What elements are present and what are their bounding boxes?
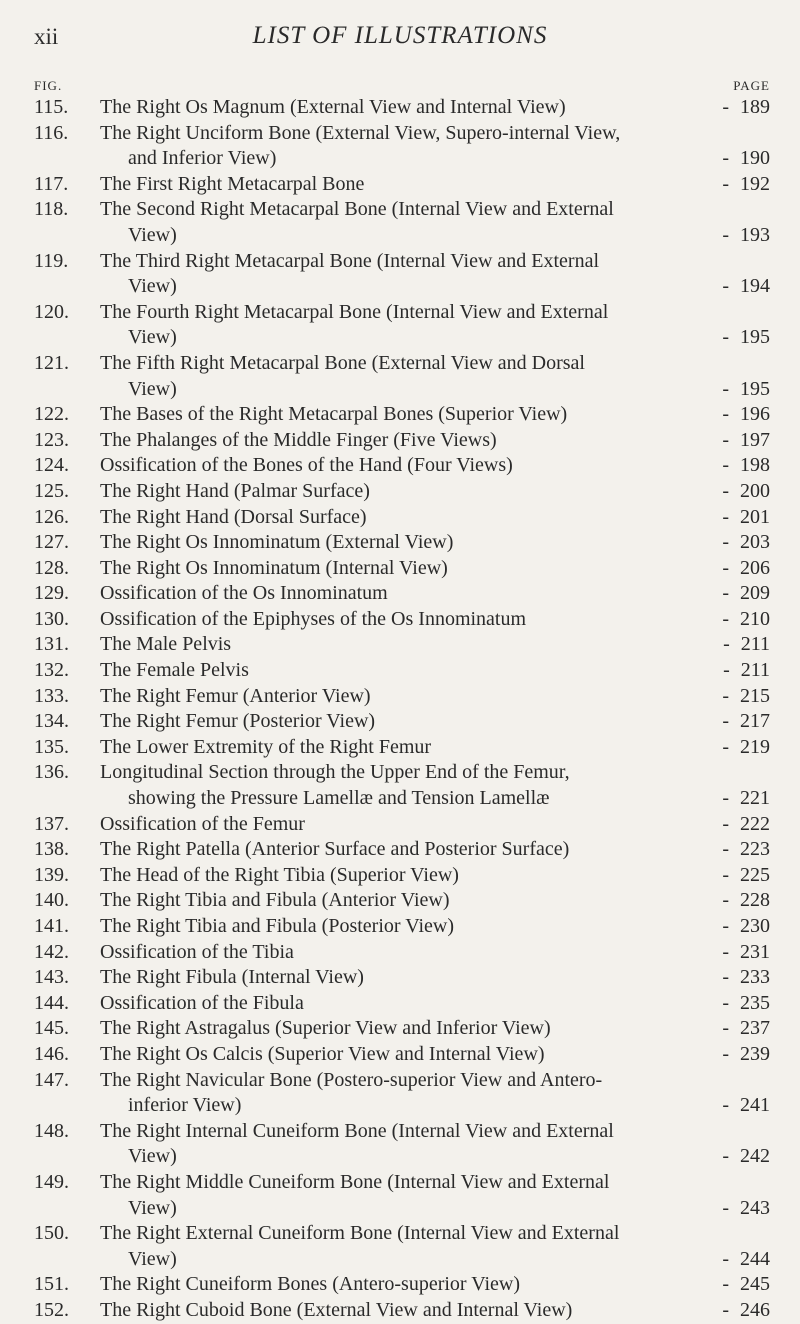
page-reference: - 211 [700, 632, 770, 658]
figure-number: 141. [34, 915, 69, 937]
list-item [0, 505, 800, 531]
page-reference: - 197 [700, 428, 770, 454]
entry-line [0, 146, 800, 172]
page-reference: - 233 [700, 965, 770, 991]
entry-line [0, 940, 800, 966]
entry-line [0, 1247, 800, 1273]
page-reference: - 192 [700, 172, 770, 198]
list-item [0, 888, 800, 914]
page-column-label: PAGE [733, 78, 770, 93]
figure-title: The Right Tibia and Fibula (Posterior View) [100, 915, 454, 937]
entry-line [0, 863, 800, 889]
page-reference: - 237 [700, 1016, 770, 1042]
figure-title: The Right Femur (Posterior View) [100, 710, 376, 733]
entry-line [0, 556, 800, 582]
entry-line [0, 402, 800, 428]
figure-title: Ossification of the Fibula [100, 991, 304, 1014]
list-item [0, 914, 800, 940]
entry-line [0, 1042, 800, 1068]
page-reference: - 194 [700, 274, 770, 300]
entry-line [0, 1093, 800, 1119]
entry-line [0, 351, 800, 377]
figure-number: 137. [34, 812, 69, 835]
page-reference: - 235 [700, 991, 770, 1017]
figure-title: The Right Navicular Bone (Postero-superior View and Antero- [100, 1068, 603, 1091]
figure-number: 145. [34, 1017, 69, 1040]
page-reference: - 215 [700, 684, 770, 710]
page-reference: - 203 [700, 530, 770, 556]
entry-line [0, 453, 800, 479]
page-reference: - 241 [700, 1093, 770, 1119]
list-item [0, 1042, 800, 1068]
figure-number: 115. [34, 96, 69, 118]
figure-title: The Right Os Calcis (Superior View and Internal View) [100, 1042, 545, 1065]
figure-number: 151. [34, 1273, 69, 1296]
entry-line [0, 300, 800, 326]
illustrations-list [0, 95, 800, 1324]
entry-line [0, 505, 800, 531]
page-reference: - 246 [700, 1298, 770, 1324]
page-reference: - 189 [700, 95, 770, 121]
page-reference: - 221 [700, 786, 770, 812]
list-item [0, 760, 800, 811]
figure-number: 147. [34, 1068, 69, 1091]
figure-title: The Male Pelvis [100, 633, 232, 656]
entry-line [0, 632, 800, 658]
entry-line [0, 1170, 800, 1196]
list-item [0, 837, 800, 863]
figure-title: Ossification of the Epiphyses of the Os Innominatum [100, 607, 527, 630]
figure-title: The Right Astragalus (Superior View and Inferior View) [100, 1017, 551, 1040]
figure-title: inferior View) [128, 1094, 242, 1117]
list-item [0, 249, 800, 300]
figure-number: 149. [34, 1170, 69, 1193]
page-reference: - 193 [700, 223, 770, 249]
entry-line [0, 1068, 800, 1094]
page-reference: - 210 [700, 607, 770, 633]
list-item [0, 121, 800, 172]
list-item [0, 658, 800, 684]
figure-number: 146. [34, 1042, 69, 1065]
figure-title: The Right Tibia and Fibula (Anterior View) [100, 889, 450, 912]
figure-number: 131. [34, 633, 69, 656]
figure-number: 148. [34, 1119, 69, 1142]
list-item [0, 581, 800, 607]
page-reference: - 245 [700, 1272, 770, 1298]
entry-line [0, 1221, 800, 1247]
entry-line [0, 786, 800, 812]
list-item [0, 453, 800, 479]
figure-title: The Right Patella (Anterior Surface and Posterior Surface) [100, 838, 570, 861]
entry-line [0, 1144, 800, 1170]
entry-line [0, 274, 800, 300]
list-item [0, 1016, 800, 1042]
figure-title: The Bases of the Right Metacarpal Bones (Superior View) [100, 403, 568, 426]
figure-title: View) [128, 1247, 177, 1270]
figure-title: The Third Right Metacarpal Bone (Internal View and External [100, 249, 600, 272]
figure-title: The Right Hand (Dorsal Surface) [100, 505, 367, 528]
entry-line [0, 607, 800, 633]
page-reference: - 228 [700, 888, 770, 914]
list-item [0, 351, 800, 402]
entry-line [0, 914, 800, 940]
list-item [0, 735, 800, 761]
list-item [0, 632, 800, 658]
figure-title: The Right Unciform Bone (External View, Supero-internal View, [100, 121, 621, 144]
entry-line [0, 428, 800, 454]
figure-number: 123. [34, 428, 69, 451]
figure-number: 126. [34, 505, 69, 528]
entry-line [0, 965, 800, 991]
entry-line [0, 377, 800, 403]
figure-title: The Female Pelvis [100, 659, 249, 682]
figure-number: 130. [34, 607, 69, 630]
list-item [0, 197, 800, 248]
figure-title: showing the Pressure Lamellæ and Tension Lamellæ [128, 787, 550, 810]
page-reference: - 206 [700, 556, 770, 582]
list-item [0, 1068, 800, 1119]
page-reference: - 201 [700, 505, 770, 531]
entry-line [0, 1119, 800, 1145]
page-reference: - 198 [700, 453, 770, 479]
figure-title: The Right Hand (Palmar Surface) [100, 479, 370, 502]
page-reference: - 223 [700, 837, 770, 863]
entry-line [0, 197, 800, 223]
entry-line [0, 1196, 800, 1222]
figure-number: 143. [34, 966, 69, 989]
figure-title: The First Right Metacarpal Bone [100, 172, 365, 195]
page-reference: - 225 [700, 863, 770, 889]
figure-title: The Fourth Right Metacarpal Bone (Internal View and External [100, 300, 609, 323]
figure-number: 150. [34, 1222, 69, 1245]
figure-number: 133. [34, 684, 69, 707]
figure-title: Ossification of the Tibia [100, 940, 294, 963]
list-item [0, 709, 800, 735]
figure-number: 125. [34, 479, 69, 502]
list-item [0, 95, 800, 121]
running-title: LIST OF ILLUSTRATIONS [252, 22, 548, 49]
figure-number: 135. [34, 735, 69, 758]
page-reference: - 190 [700, 146, 770, 172]
page-number: xii [34, 24, 59, 49]
list-item [0, 1170, 800, 1221]
figure-title: Ossification of the Bones of the Hand (Four Views) [100, 454, 513, 477]
figure-title: The Right Fibula (Internal View) [100, 966, 364, 989]
entry-line [0, 991, 800, 1017]
list-item [0, 1119, 800, 1170]
figure-title: Ossification of the Os Innominatum [100, 582, 388, 605]
page-reference: - 195 [700, 325, 770, 351]
figure-title: The Fifth Right Metacarpal Bone (External View and Dorsal [100, 351, 585, 374]
entry-line [0, 479, 800, 505]
entry-line [0, 735, 800, 761]
list-item [0, 556, 800, 582]
figure-number: 121. [34, 351, 69, 374]
entry-line [0, 888, 800, 914]
entry-line [0, 121, 800, 147]
list-item [0, 300, 800, 351]
list-item [0, 428, 800, 454]
entry-line [0, 1016, 800, 1042]
figure-title: The Right Internal Cuneiform Bone (Internal View and External [100, 1119, 614, 1142]
figure-number: 122. [34, 403, 69, 426]
entry-line [0, 325, 800, 351]
figure-number: 124. [34, 454, 69, 477]
figure-number: 129. [34, 582, 69, 605]
list-item [0, 607, 800, 633]
list-item [0, 172, 800, 198]
page-reference: - 242 [700, 1144, 770, 1170]
figure-title: View) [128, 275, 177, 298]
entry-line [0, 581, 800, 607]
figure-title: The Lower Extremity of the Right Femur [100, 735, 432, 758]
list-item [0, 940, 800, 966]
figure-number: 127. [34, 531, 69, 554]
list-item [0, 1221, 800, 1272]
figure-number: 119. [34, 249, 69, 272]
entry-line [0, 95, 800, 121]
figure-number: 152. [34, 1298, 69, 1321]
entry-line [0, 760, 800, 786]
figure-title: The Second Right Metacarpal Bone (Internal View and External [100, 198, 614, 221]
page-reference: - 219 [700, 735, 770, 761]
figure-title: The Right Cuboid Bone (External View and Internal View) [100, 1298, 573, 1321]
list-item [0, 530, 800, 556]
figure-number: 136. [34, 761, 69, 784]
figure-number: 120. [34, 300, 69, 323]
page-reference: - 217 [700, 709, 770, 735]
figure-title: The Right External Cuneiform Bone (Internal View and External [100, 1222, 620, 1245]
figure-number: 128. [34, 556, 69, 579]
figure-title: The Right Middle Cuneiform Bone (Internal View and External [100, 1170, 610, 1193]
figure-number: 132. [34, 659, 69, 682]
entry-line [0, 837, 800, 863]
page-reference: - 243 [700, 1196, 770, 1222]
entry-line [0, 530, 800, 556]
list-item [0, 684, 800, 710]
figure-number: 144. [34, 991, 69, 1014]
entry-line [0, 249, 800, 275]
list-item [0, 812, 800, 838]
figure-title: View) [128, 1145, 177, 1168]
entry-line [0, 1272, 800, 1298]
list-item [0, 863, 800, 889]
list-item [0, 1272, 800, 1298]
figure-title: The Phalanges of the Middle Finger (Five Views) [100, 428, 497, 451]
figure-title: The Right Cuneiform Bones (Antero-superior View) [100, 1273, 521, 1296]
list-item [0, 479, 800, 505]
figure-number: 117. [34, 172, 69, 195]
figure-title: The Right Femur (Anterior View) [100, 684, 371, 707]
figure-number: 118. [34, 198, 69, 221]
entry-line [0, 709, 800, 735]
figure-title: View) [128, 1196, 177, 1219]
page-reference: - 211 [700, 658, 770, 684]
figure-title: The Right Os Innominatum (Internal View) [100, 556, 448, 579]
page-reference: - 244 [700, 1247, 770, 1273]
figure-title: View) [128, 326, 177, 349]
entry-line [0, 223, 800, 249]
page-reference: - 195 [700, 377, 770, 403]
fig-column-label: FIG. [34, 78, 63, 93]
list-item [0, 965, 800, 991]
figure-title: Longitudinal Section through the Upper End of the Femur, [100, 761, 570, 784]
figure-number: 139. [34, 863, 69, 886]
page-reference: - 200 [700, 479, 770, 505]
figure-number: 134. [34, 710, 69, 733]
figure-title: The Right Os Magnum (External View and Internal View) [100, 96, 566, 118]
entry-line [0, 684, 800, 710]
entry-line [0, 812, 800, 838]
page-reference: - 239 [700, 1042, 770, 1068]
figure-title: and Inferior View) [128, 147, 277, 170]
figure-number: 138. [34, 838, 69, 861]
figure-title: Ossification of the Femur [100, 812, 305, 835]
figure-title: The Head of the Right Tibia (Superior View) [100, 863, 459, 886]
page-reference: - 231 [700, 940, 770, 966]
list-item [0, 402, 800, 428]
page-reference: - 222 [700, 812, 770, 838]
page-reference: - 196 [700, 402, 770, 428]
figure-title: View) [128, 223, 177, 246]
figure-number: 142. [34, 940, 69, 963]
list-item [0, 991, 800, 1017]
figure-number: 140. [34, 889, 69, 912]
figure-number: 116. [34, 121, 69, 144]
figure-title: View) [128, 377, 177, 400]
page-reference: - 209 [700, 581, 770, 607]
page-reference: - 230 [700, 914, 770, 940]
entry-line [0, 658, 800, 684]
figure-title: The Right Os Innominatum (External View) [100, 531, 454, 554]
entry-line [0, 172, 800, 198]
